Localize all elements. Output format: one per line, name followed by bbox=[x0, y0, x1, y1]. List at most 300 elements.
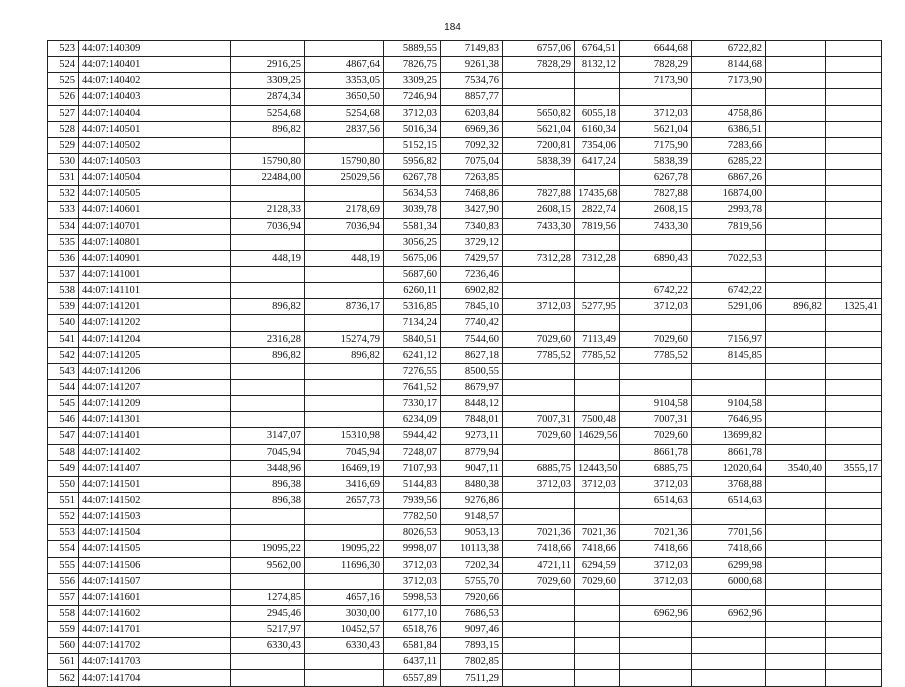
cell-value-6: 8132,12 bbox=[575, 57, 620, 73]
cell-value-10 bbox=[826, 379, 882, 395]
cell-value-2: 16469,19 bbox=[305, 460, 384, 476]
cell-value-4: 7429,57 bbox=[441, 250, 503, 266]
cell-value-1 bbox=[231, 654, 305, 670]
cell-row-number: 557 bbox=[48, 589, 79, 605]
cell-value-8: 7022,53 bbox=[692, 250, 766, 266]
cell-row-number: 528 bbox=[48, 121, 79, 137]
cell-value-2: 7036,94 bbox=[305, 218, 384, 234]
cell-value-7: 6742,22 bbox=[620, 283, 692, 299]
cell-value-1: 22484,00 bbox=[231, 170, 305, 186]
cell-value-5: 7312,28 bbox=[503, 250, 575, 266]
cell-value-5: 7021,36 bbox=[503, 525, 575, 541]
cell-value-2: 15274,79 bbox=[305, 331, 384, 347]
cell-row-number: 546 bbox=[48, 412, 79, 428]
cell-value-2 bbox=[305, 137, 384, 153]
cell-row-number: 540 bbox=[48, 315, 79, 331]
cell-value-6: 7312,28 bbox=[575, 250, 620, 266]
cell-row-number: 556 bbox=[48, 573, 79, 589]
cell-value-3: 6267,78 bbox=[384, 170, 441, 186]
cell-value-8: 7418,66 bbox=[692, 541, 766, 557]
cell-value-3: 5998,53 bbox=[384, 589, 441, 605]
cell-value-4: 9047,11 bbox=[441, 460, 503, 476]
cell-value-10 bbox=[826, 89, 882, 105]
cell-value-4: 8779,94 bbox=[441, 444, 503, 460]
cell-value-3: 5316,85 bbox=[384, 299, 441, 315]
cell-value-1: 2874,34 bbox=[231, 89, 305, 105]
cell-value-6: 7819,56 bbox=[575, 218, 620, 234]
cell-value-6 bbox=[575, 654, 620, 670]
cell-value-10 bbox=[826, 234, 882, 250]
table-row bbox=[48, 299, 882, 315]
cell-value-7: 7007,31 bbox=[620, 412, 692, 428]
cell-value-9 bbox=[766, 234, 826, 250]
cell-cadastral-block: 44:07:141202 bbox=[79, 315, 231, 331]
cell-value-1: 896,82 bbox=[231, 299, 305, 315]
cell-value-9 bbox=[766, 89, 826, 105]
cell-row-number: 530 bbox=[48, 153, 79, 169]
cell-value-4: 9097,46 bbox=[441, 622, 503, 638]
table-row bbox=[48, 509, 882, 525]
cell-row-number: 558 bbox=[48, 605, 79, 621]
cell-value-9 bbox=[766, 654, 826, 670]
cell-value-2: 10452,57 bbox=[305, 622, 384, 638]
cell-value-3: 7107,93 bbox=[384, 460, 441, 476]
table-row bbox=[48, 444, 882, 460]
cell-value-4: 7263,85 bbox=[441, 170, 503, 186]
cell-value-5 bbox=[503, 283, 575, 299]
cell-row-number: 526 bbox=[48, 89, 79, 105]
table-row bbox=[48, 89, 882, 105]
table-row bbox=[48, 153, 882, 169]
cell-value-5: 7200,81 bbox=[503, 137, 575, 153]
cell-value-5 bbox=[503, 670, 575, 686]
cell-value-7: 7175,90 bbox=[620, 137, 692, 153]
cell-value-1 bbox=[231, 573, 305, 589]
cell-value-7: 2608,15 bbox=[620, 202, 692, 218]
cell-value-3: 5016,34 bbox=[384, 121, 441, 137]
cell-value-4: 7075,04 bbox=[441, 153, 503, 169]
cell-value-7: 5838,39 bbox=[620, 153, 692, 169]
cell-value-2: 15310,98 bbox=[305, 428, 384, 444]
cell-value-10 bbox=[826, 347, 882, 363]
table-row bbox=[48, 605, 882, 621]
cell-value-3: 6177,10 bbox=[384, 605, 441, 621]
cell-value-4: 7845,10 bbox=[441, 299, 503, 315]
cell-value-4: 7468,86 bbox=[441, 186, 503, 202]
cell-value-5 bbox=[503, 605, 575, 621]
cell-value-2 bbox=[305, 363, 384, 379]
cell-value-7: 5621,04 bbox=[620, 121, 692, 137]
cell-value-6: 17435,68 bbox=[575, 186, 620, 202]
cell-value-6 bbox=[575, 315, 620, 331]
cell-value-3: 6518,76 bbox=[384, 622, 441, 638]
cell-cadastral-block: 44:07:141502 bbox=[79, 492, 231, 508]
cell-value-10 bbox=[826, 218, 882, 234]
cell-value-9 bbox=[766, 347, 826, 363]
cell-value-5: 5650,82 bbox=[503, 105, 575, 121]
table-row bbox=[48, 266, 882, 282]
cell-value-8: 8661,78 bbox=[692, 444, 766, 460]
cell-value-8: 8144,68 bbox=[692, 57, 766, 73]
cell-cadastral-block: 44:07:141702 bbox=[79, 638, 231, 654]
cell-value-4: 7544,60 bbox=[441, 331, 503, 347]
cell-value-4: 7920,66 bbox=[441, 589, 503, 605]
cell-value-8 bbox=[692, 670, 766, 686]
cell-value-1: 1274,85 bbox=[231, 589, 305, 605]
cell-row-number: 523 bbox=[48, 41, 79, 57]
cell-value-3: 7330,17 bbox=[384, 396, 441, 412]
cell-cadastral-block: 44:07:141504 bbox=[79, 525, 231, 541]
table-row bbox=[48, 170, 882, 186]
cell-value-5 bbox=[503, 622, 575, 638]
cell-value-9 bbox=[766, 476, 826, 492]
cell-value-8: 5291,06 bbox=[692, 299, 766, 315]
cell-value-1 bbox=[231, 266, 305, 282]
cell-value-2: 2657,73 bbox=[305, 492, 384, 508]
cell-value-9 bbox=[766, 105, 826, 121]
cell-value-8 bbox=[692, 589, 766, 605]
cell-row-number: 536 bbox=[48, 250, 79, 266]
cell-value-6 bbox=[575, 170, 620, 186]
cell-value-6: 3712,03 bbox=[575, 476, 620, 492]
cell-value-6: 7500,48 bbox=[575, 412, 620, 428]
cell-row-number: 529 bbox=[48, 137, 79, 153]
cell-value-10 bbox=[826, 654, 882, 670]
cell-value-5 bbox=[503, 492, 575, 508]
cell-value-8: 7156,97 bbox=[692, 331, 766, 347]
cell-row-number: 551 bbox=[48, 492, 79, 508]
cell-value-4: 3427,90 bbox=[441, 202, 503, 218]
cell-value-1 bbox=[231, 670, 305, 686]
cell-value-7: 3712,03 bbox=[620, 299, 692, 315]
cell-value-7 bbox=[620, 234, 692, 250]
cell-value-2: 6330,43 bbox=[305, 638, 384, 654]
cell-value-9 bbox=[766, 396, 826, 412]
cell-cadastral-block: 44:07:141505 bbox=[79, 541, 231, 557]
cell-value-7: 7827,88 bbox=[620, 186, 692, 202]
cell-cadastral-block: 44:07:141205 bbox=[79, 347, 231, 363]
cell-value-3: 6234,09 bbox=[384, 412, 441, 428]
cell-value-1: 896,38 bbox=[231, 492, 305, 508]
cell-value-2 bbox=[305, 266, 384, 282]
table-row bbox=[48, 234, 882, 250]
cell-value-6: 2822,74 bbox=[575, 202, 620, 218]
table-row bbox=[48, 573, 882, 589]
cell-value-3: 6557,89 bbox=[384, 670, 441, 686]
cell-value-4: 7802,85 bbox=[441, 654, 503, 670]
cell-cadastral-block: 44:07:140601 bbox=[79, 202, 231, 218]
cell-value-6 bbox=[575, 444, 620, 460]
cell-value-2: 3650,50 bbox=[305, 89, 384, 105]
cell-value-1 bbox=[231, 396, 305, 412]
cell-value-10 bbox=[826, 105, 882, 121]
cell-value-8: 7701,56 bbox=[692, 525, 766, 541]
cell-value-1 bbox=[231, 525, 305, 541]
table-row bbox=[48, 541, 882, 557]
cell-value-7 bbox=[620, 266, 692, 282]
cell-value-5: 7029,60 bbox=[503, 428, 575, 444]
cell-value-4: 5755,70 bbox=[441, 573, 503, 589]
cell-value-4: 7848,01 bbox=[441, 412, 503, 428]
cell-value-4: 9261,38 bbox=[441, 57, 503, 73]
cell-value-9 bbox=[766, 492, 826, 508]
cell-cadastral-block: 44:07:141201 bbox=[79, 299, 231, 315]
table-row bbox=[48, 525, 882, 541]
cell-value-4: 9273,11 bbox=[441, 428, 503, 444]
cell-cadastral-block: 44:07:140501 bbox=[79, 121, 231, 137]
cell-value-3: 6581,84 bbox=[384, 638, 441, 654]
cell-cadastral-block: 44:07:140503 bbox=[79, 153, 231, 169]
cell-value-5 bbox=[503, 654, 575, 670]
cell-value-6: 7113,49 bbox=[575, 331, 620, 347]
cell-value-2 bbox=[305, 525, 384, 541]
cell-value-8: 16874,00 bbox=[692, 186, 766, 202]
cell-value-10 bbox=[826, 412, 882, 428]
cell-cadastral-block: 44:07:140801 bbox=[79, 234, 231, 250]
cell-cadastral-block: 44:07:141703 bbox=[79, 654, 231, 670]
cell-row-number: 545 bbox=[48, 396, 79, 412]
cell-value-10: 1325,41 bbox=[826, 299, 882, 315]
cell-value-5: 7029,60 bbox=[503, 331, 575, 347]
cell-value-10 bbox=[826, 202, 882, 218]
cell-value-3: 7826,75 bbox=[384, 57, 441, 73]
cell-value-2: 4867,64 bbox=[305, 57, 384, 73]
cell-value-5: 7433,30 bbox=[503, 218, 575, 234]
cell-value-9 bbox=[766, 412, 826, 428]
cell-value-2 bbox=[305, 315, 384, 331]
cell-value-1 bbox=[231, 283, 305, 299]
cell-value-5: 7785,52 bbox=[503, 347, 575, 363]
cell-value-1 bbox=[231, 137, 305, 153]
cell-value-3: 7782,50 bbox=[384, 509, 441, 525]
cell-value-3: 3712,03 bbox=[384, 105, 441, 121]
cell-value-10 bbox=[826, 170, 882, 186]
cell-value-9 bbox=[766, 379, 826, 395]
cell-cadastral-block: 44:07:141501 bbox=[79, 476, 231, 492]
cell-value-4: 7340,83 bbox=[441, 218, 503, 234]
cell-value-5: 5621,04 bbox=[503, 121, 575, 137]
cell-value-4: 8448,12 bbox=[441, 396, 503, 412]
cell-cadastral-block: 44:07:140309 bbox=[79, 41, 231, 57]
cell-value-2: 11696,30 bbox=[305, 557, 384, 573]
cell-value-7 bbox=[620, 670, 692, 686]
cell-value-7: 8661,78 bbox=[620, 444, 692, 460]
cell-value-1 bbox=[231, 412, 305, 428]
cell-row-number: 538 bbox=[48, 283, 79, 299]
cell-cadastral-block: 44:07:140504 bbox=[79, 170, 231, 186]
cell-value-6 bbox=[575, 73, 620, 89]
cell-value-7: 7029,60 bbox=[620, 428, 692, 444]
cell-value-4: 8627,18 bbox=[441, 347, 503, 363]
cell-value-1: 3147,07 bbox=[231, 428, 305, 444]
cell-value-2: 896,82 bbox=[305, 347, 384, 363]
cell-value-9 bbox=[766, 170, 826, 186]
cell-value-7: 7029,60 bbox=[620, 331, 692, 347]
cell-cadastral-block: 44:07:140901 bbox=[79, 250, 231, 266]
cell-value-9: 896,82 bbox=[766, 299, 826, 315]
cell-value-7 bbox=[620, 509, 692, 525]
cell-value-4: 8500,55 bbox=[441, 363, 503, 379]
cell-value-10 bbox=[826, 638, 882, 654]
cell-value-4: 6969,36 bbox=[441, 121, 503, 137]
cell-row-number: 550 bbox=[48, 476, 79, 492]
cell-row-number: 541 bbox=[48, 331, 79, 347]
cell-value-1 bbox=[231, 315, 305, 331]
cell-value-2: 7045,94 bbox=[305, 444, 384, 460]
cell-row-number: 535 bbox=[48, 234, 79, 250]
cell-value-1: 3448,96 bbox=[231, 460, 305, 476]
cell-value-9 bbox=[766, 41, 826, 57]
cell-value-10 bbox=[826, 57, 882, 73]
cell-row-number: 533 bbox=[48, 202, 79, 218]
cell-value-8: 13699,82 bbox=[692, 428, 766, 444]
table-row bbox=[48, 363, 882, 379]
cell-value-1: 448,19 bbox=[231, 250, 305, 266]
cell-value-2: 15790,80 bbox=[305, 153, 384, 169]
cell-cadastral-block: 44:07:141001 bbox=[79, 266, 231, 282]
cell-cadastral-block: 44:07:140403 bbox=[79, 89, 231, 105]
cell-value-10 bbox=[826, 283, 882, 299]
cell-value-10 bbox=[826, 363, 882, 379]
cell-cadastral-block: 44:07:141506 bbox=[79, 557, 231, 573]
cell-value-4: 7893,15 bbox=[441, 638, 503, 654]
cell-value-5: 7029,60 bbox=[503, 573, 575, 589]
cell-value-6: 6417,24 bbox=[575, 153, 620, 169]
cell-value-6 bbox=[575, 509, 620, 525]
cell-cadastral-block: 44:07:141301 bbox=[79, 412, 231, 428]
cell-value-7 bbox=[620, 589, 692, 605]
cell-value-8 bbox=[692, 638, 766, 654]
cell-value-9: 3540,40 bbox=[766, 460, 826, 476]
cell-value-1 bbox=[231, 509, 305, 525]
cell-value-9 bbox=[766, 525, 826, 541]
cell-cadastral-block: 44:07:141602 bbox=[79, 605, 231, 621]
cell-value-8: 6742,22 bbox=[692, 283, 766, 299]
cell-value-6: 6055,18 bbox=[575, 105, 620, 121]
table-row bbox=[48, 492, 882, 508]
cell-value-2 bbox=[305, 654, 384, 670]
cell-value-4: 7149,83 bbox=[441, 41, 503, 57]
cell-value-8 bbox=[692, 622, 766, 638]
cell-value-2: 3416,69 bbox=[305, 476, 384, 492]
cell-row-number: 560 bbox=[48, 638, 79, 654]
cell-value-8: 6722,82 bbox=[692, 41, 766, 57]
cell-value-8 bbox=[692, 379, 766, 395]
cell-value-3: 7939,56 bbox=[384, 492, 441, 508]
cell-value-6: 6764,51 bbox=[575, 41, 620, 57]
cell-value-3: 8026,53 bbox=[384, 525, 441, 541]
cell-value-5: 7828,29 bbox=[503, 57, 575, 73]
cell-value-6: 6160,34 bbox=[575, 121, 620, 137]
table-row bbox=[48, 202, 882, 218]
cell-value-2: 2837,56 bbox=[305, 121, 384, 137]
cell-value-3: 3309,25 bbox=[384, 73, 441, 89]
cell-value-2: 3353,05 bbox=[305, 73, 384, 89]
cell-row-number: 527 bbox=[48, 105, 79, 121]
cell-value-6 bbox=[575, 638, 620, 654]
cell-value-7: 6890,43 bbox=[620, 250, 692, 266]
cell-value-9 bbox=[766, 250, 826, 266]
cell-value-9 bbox=[766, 509, 826, 525]
cell-value-7: 7418,66 bbox=[620, 541, 692, 557]
table-row bbox=[48, 589, 882, 605]
cell-value-3: 5152,15 bbox=[384, 137, 441, 153]
cell-value-7: 7785,52 bbox=[620, 347, 692, 363]
table-row bbox=[48, 250, 882, 266]
cell-value-8: 6299,98 bbox=[692, 557, 766, 573]
cell-value-9 bbox=[766, 73, 826, 89]
cell-value-6 bbox=[575, 622, 620, 638]
cell-value-5: 3712,03 bbox=[503, 476, 575, 492]
cell-value-3: 5889,55 bbox=[384, 41, 441, 57]
cell-value-3: 5581,34 bbox=[384, 218, 441, 234]
cell-value-6 bbox=[575, 234, 620, 250]
cell-value-4: 3729,12 bbox=[441, 234, 503, 250]
cell-value-9 bbox=[766, 428, 826, 444]
table-row bbox=[48, 557, 882, 573]
cell-value-3: 5944,42 bbox=[384, 428, 441, 444]
cell-value-10 bbox=[826, 396, 882, 412]
cell-value-2 bbox=[305, 41, 384, 57]
cell-value-6 bbox=[575, 492, 620, 508]
cell-value-7: 7433,30 bbox=[620, 218, 692, 234]
cell-value-7 bbox=[620, 89, 692, 105]
cell-value-10 bbox=[826, 573, 882, 589]
cell-value-7: 9104,58 bbox=[620, 396, 692, 412]
cell-value-9 bbox=[766, 557, 826, 573]
cell-cadastral-block: 44:07:141204 bbox=[79, 331, 231, 347]
cell-value-9 bbox=[766, 622, 826, 638]
cell-value-3: 6260,11 bbox=[384, 283, 441, 299]
cell-value-3: 5144,83 bbox=[384, 476, 441, 492]
cell-value-10 bbox=[826, 73, 882, 89]
cell-value-3: 7248,07 bbox=[384, 444, 441, 460]
cell-value-7: 6962,96 bbox=[620, 605, 692, 621]
cell-value-2: 4657,16 bbox=[305, 589, 384, 605]
cell-value-2: 8736,17 bbox=[305, 299, 384, 315]
cell-value-9 bbox=[766, 331, 826, 347]
cell-value-8: 2993,78 bbox=[692, 202, 766, 218]
cell-value-8: 4758,86 bbox=[692, 105, 766, 121]
cell-value-3: 7276,55 bbox=[384, 363, 441, 379]
cell-value-10 bbox=[826, 266, 882, 282]
table-row bbox=[48, 73, 882, 89]
table-row bbox=[48, 347, 882, 363]
table-row bbox=[48, 622, 882, 638]
cell-value-10 bbox=[826, 331, 882, 347]
cell-value-10 bbox=[826, 444, 882, 460]
cell-value-5 bbox=[503, 73, 575, 89]
table-row bbox=[48, 137, 882, 153]
cell-value-2 bbox=[305, 509, 384, 525]
cell-value-1 bbox=[231, 234, 305, 250]
cell-value-5 bbox=[503, 589, 575, 605]
cadastral-value-table bbox=[47, 40, 882, 687]
cell-value-4: 8480,38 bbox=[441, 476, 503, 492]
cell-value-7 bbox=[620, 379, 692, 395]
cell-value-9 bbox=[766, 605, 826, 621]
cell-value-5 bbox=[503, 379, 575, 395]
page-number: 184 bbox=[444, 22, 461, 33]
cell-value-3: 9998,07 bbox=[384, 541, 441, 557]
cell-cadastral-block: 44:07:141209 bbox=[79, 396, 231, 412]
cell-value-2 bbox=[305, 379, 384, 395]
cell-cadastral-block: 44:07:141601 bbox=[79, 589, 231, 605]
cell-row-number: 542 bbox=[48, 347, 79, 363]
cell-value-5 bbox=[503, 396, 575, 412]
cell-value-4: 7236,46 bbox=[441, 266, 503, 282]
cell-value-10 bbox=[826, 509, 882, 525]
